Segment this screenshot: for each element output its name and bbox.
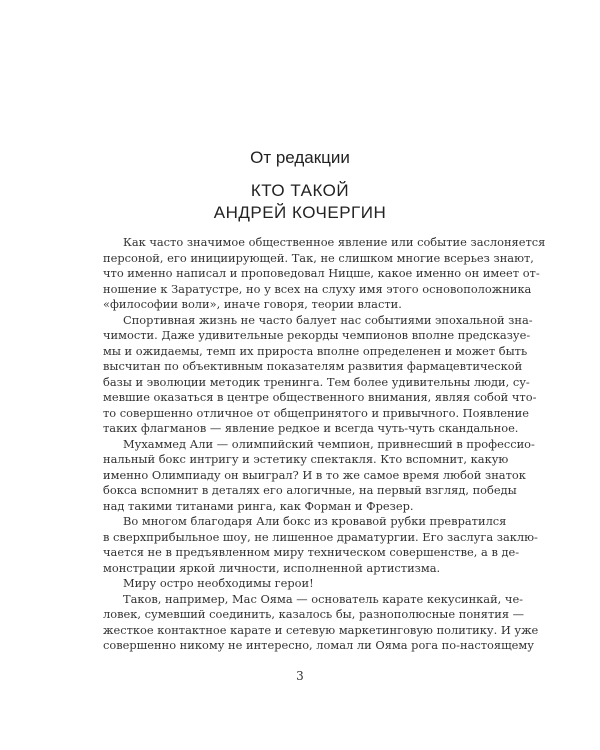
text-line: в сверхприбыльное шоу, не лишенное драматургии. Его заслуга заклю- bbox=[103, 529, 538, 544]
text-line: мевшие оказаться в центре общественного внимания, являя собой что- bbox=[103, 390, 537, 404]
text-line: нальный бокс интригу и эстетику спектакля. Кто вспомнит, какую bbox=[103, 452, 509, 466]
paragraph bbox=[103, 576, 498, 592]
text-line: высчитан по объективным показателям развития фармацевтической bbox=[103, 359, 523, 373]
text-line: таких флагманов — явление редкое и всегда чуть-чуть скандальное. bbox=[103, 421, 519, 435]
text-line: над такими титанами ринга, как Форман и Фрезер. bbox=[103, 498, 414, 513]
chapter-title bbox=[0, 180, 600, 224]
text-line: Во многом благодаря Али бокс из кровавой рубки превратился bbox=[123, 514, 507, 528]
chapter-title-line: КТО ТАКОЙ bbox=[250, 181, 350, 200]
text-line: Спортивная жизнь не часто балует нас событиями эпохальной зна- bbox=[123, 312, 533, 327]
text-line: чимости. Даже удивительные рекорды чемпионов вполне предсказуе- bbox=[103, 328, 531, 342]
text-line: ловек, сумевший соединить, казалось бы, разнополюсные понятия — bbox=[103, 607, 525, 621]
text-line: монстрации яркой личности, исполненной артистизма. bbox=[103, 560, 441, 575]
section-label: От редакции bbox=[250, 148, 350, 167]
text-line: совершенно никому не интересно, ломал ли Ояма рога по-настоящему bbox=[103, 638, 534, 652]
text-line: что именно написал и проповедовал Ницше, какое именно он имеет от- bbox=[103, 266, 540, 280]
text-line: бокса вспомнит в деталях его алогичные, на первый взгляд, победы bbox=[103, 483, 517, 497]
chapter-title-line: АНДРЕЙ КОЧЕРГИН bbox=[213, 203, 387, 222]
text-line: Мухаммед Али — олимпийский чемпион, привнесший в профессио- bbox=[123, 436, 535, 451]
paragraph bbox=[103, 235, 546, 313]
page-number: 3 bbox=[296, 669, 304, 683]
paragraph bbox=[103, 436, 535, 515]
text-line: ношение к Заратустре, но у всех на слуху имя этого основоположника bbox=[103, 281, 532, 296]
paragraph bbox=[103, 312, 537, 437]
text-line: базы и эволюции методик тренинга. Тем более удивительны люди, су- bbox=[103, 374, 530, 389]
body-text bbox=[103, 235, 546, 654]
text-line: «философии воли», иначе говоря, теории власти. bbox=[103, 297, 402, 311]
text-line: чается не в предъявленном миру техническом совершенстве, а в де- bbox=[103, 545, 520, 559]
text-line: Миру остро необходимы герои! bbox=[123, 576, 314, 590]
paragraph bbox=[103, 591, 539, 654]
text-line: именно Олимпиаду он выиграл? И в то же самое время любой знаток bbox=[103, 467, 526, 482]
text-line: жесткое контактное карате и сетевую маркетинговую политику. И уже bbox=[103, 622, 539, 637]
text-line: Таков, например, Мас Ояма — основатель карате кекусинкай, че- bbox=[123, 591, 524, 606]
text-line: Как часто значимое общественное явление или событие заслоняется bbox=[123, 235, 546, 249]
text-line: то совершенно отличное от общепринятого и привычного. Появление bbox=[103, 405, 529, 420]
paragraph bbox=[103, 514, 538, 576]
text-line: персоной, его инициирующей. Так, не слишком многие всерьез знают, bbox=[103, 250, 534, 265]
text-line: мы и ожидаемы, темп их прироста вполне определенен и может быть bbox=[103, 343, 528, 358]
